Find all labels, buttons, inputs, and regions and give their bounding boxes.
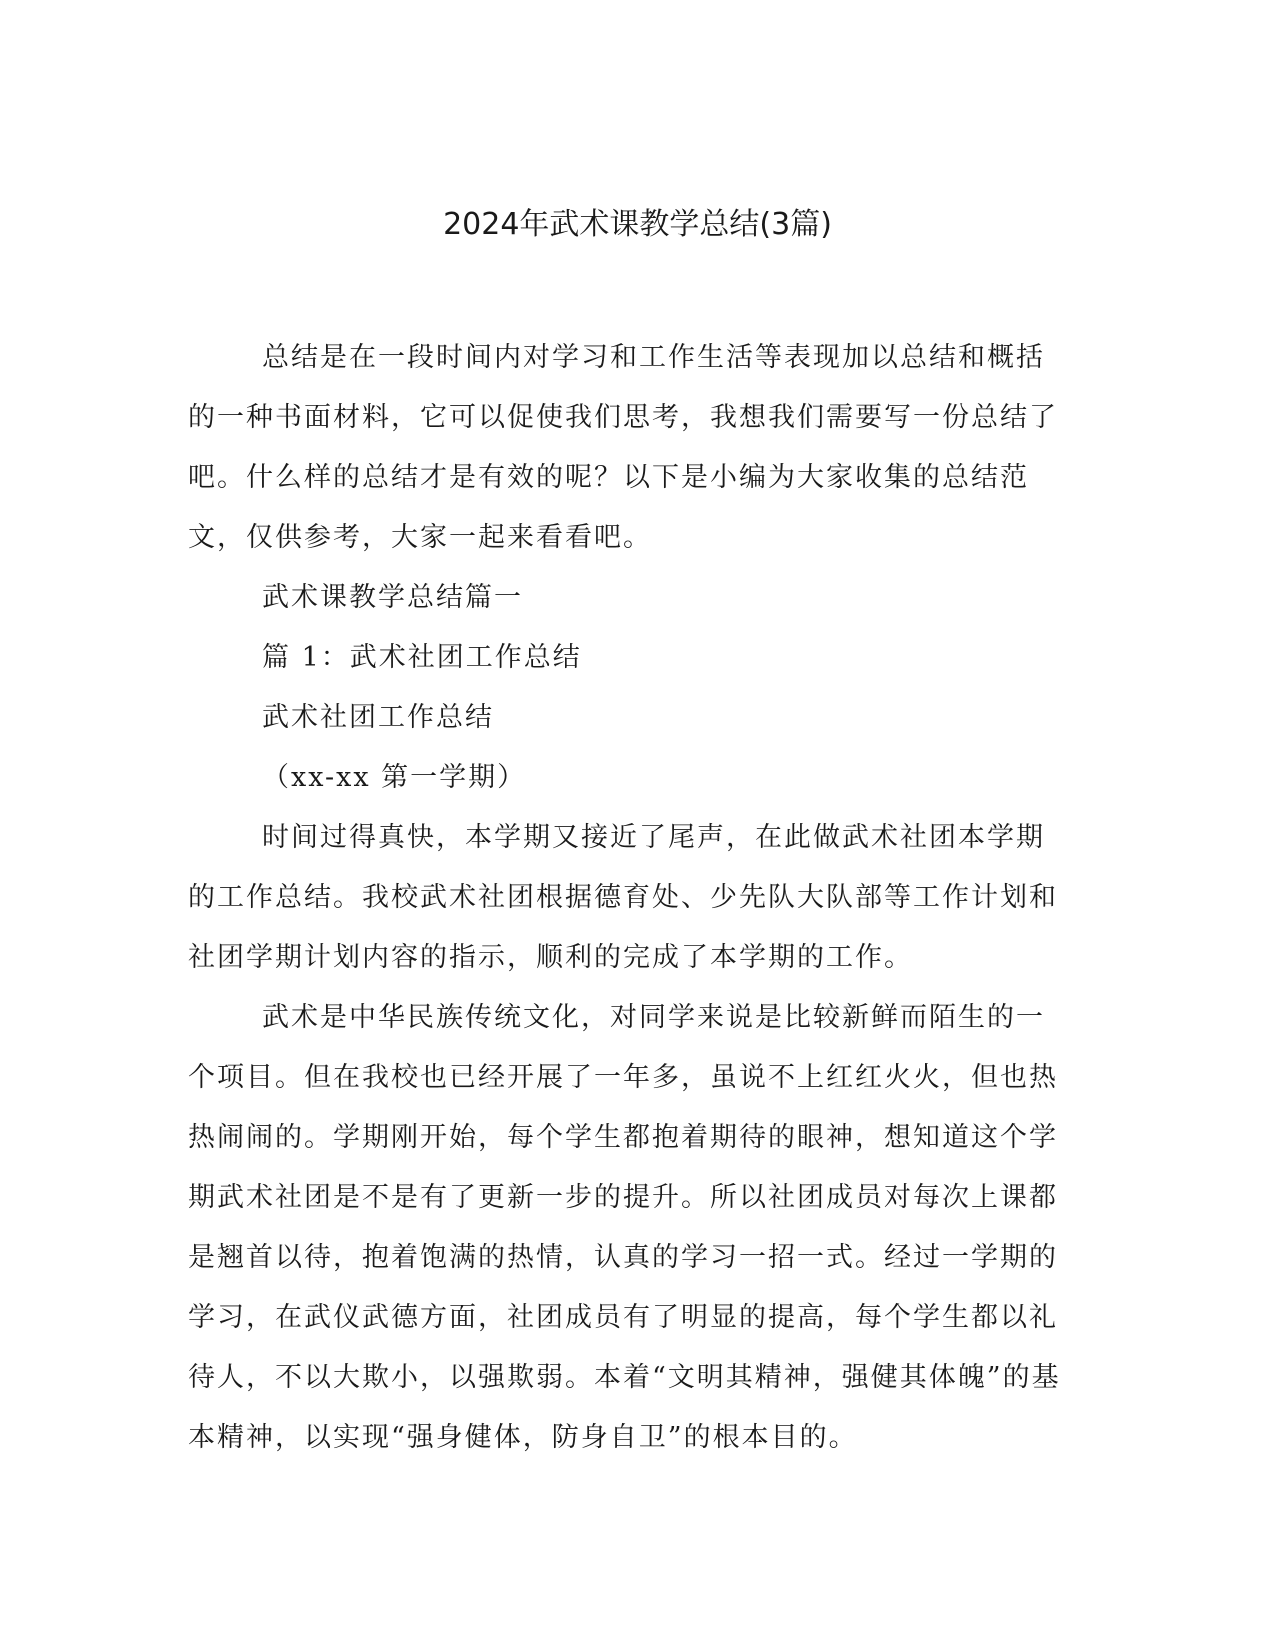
article-label: 篇 1：武术社团工作总结	[262, 642, 582, 673]
document-body	[188, 328, 1073, 1468]
body-paragraph: 武术是中华民族传统文化，对同学来说是比较新鲜而陌生的一个项目。但在我校也已经开展了一年多，虽说不上红红火火，但也热热闹闹的。学期刚开始，每个学生都抱着期待的眼神，想知道这个学期武术社团是不是有了更新一步的提升。所以社团成员对每次上课都是翘首以待，抱着饱满的热情，认真的学习一招一式。经过一学期的学习，在武仪武德方面，社团成员有了明显的提高，每个学生都以礼待人，不以大欺小，以强欺弱。本着“文明其精神，强健其体魄”的基本精神，以实现“强身健体，防身自卫”的根本目的。	[188, 1002, 1061, 1453]
page-title: 2024年武术课教学总结(3篇)	[443, 207, 832, 242]
intro-paragraph: 总结是在一段时间内对学习和工作生活等表现加以总结和概括的一种书面材料，它可以促使我们思考，我想我们需要写一份总结了吧。什么样的总结才是有效的呢？以下是小编为大家收集的总结范文，仅供参考，大家一起来看看吧。	[188, 342, 1058, 553]
body-paragraph: 时间过得真快，本学期又接近了尾声，在此做武术社团本学期的工作总结。我校武术社团根据德育处、少先队大队部等工作计划和社团学期计划内容的指示，顺利的完成了本学期的工作。	[188, 822, 1058, 973]
article-title: 武术社团工作总结	[262, 702, 494, 733]
section-heading: 武术课教学总结篇一	[262, 582, 523, 613]
term-line: （xx-xx 第一学期）	[262, 762, 527, 793]
